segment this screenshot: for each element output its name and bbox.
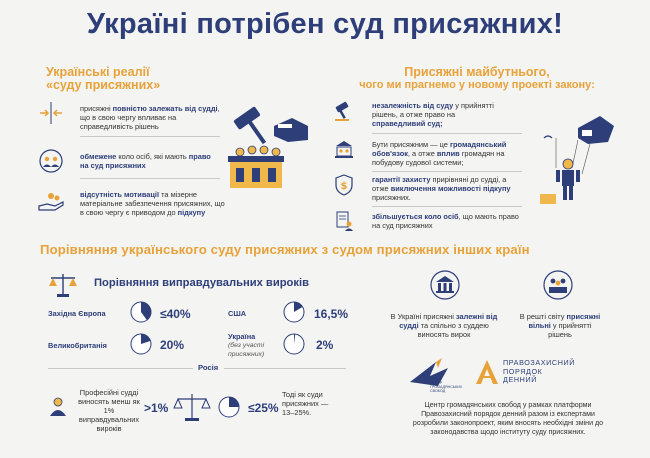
- scales-icon: [172, 392, 212, 422]
- country-western-europe: Західна Європа: [48, 309, 106, 318]
- russia-value-1: >1%: [144, 401, 169, 415]
- hrad-logo-text: ПРАВОЗАХИСНИЙ ПОРЯДОК ДЕННИЙ: [503, 358, 576, 384]
- right-section-heading: [332, 66, 622, 92]
- squeeze-arrows-icon: [38, 100, 64, 126]
- russia-value-2: ≤25%: [248, 401, 279, 415]
- world-jury-box: В решті світу присяжні вільні у прийнятті рішень: [519, 312, 601, 339]
- divider: [48, 368, 193, 369]
- value-great-britain: 20%: [160, 338, 185, 352]
- right-item-1: незалежність від суду у прийнятті рішень, а отже право на справедливий суд;: [372, 101, 494, 128]
- gavel-icon: [333, 100, 353, 122]
- puppet-hand-illustration: [538, 108, 618, 218]
- civil-liberties-logo-text: ЦЕНТР ГРОМАДЯНСЬКИХ СВОБОД: [430, 381, 463, 393]
- value-ukraine: 2%: [316, 338, 334, 352]
- divider: [80, 136, 220, 137]
- russia-label: Росія: [198, 363, 219, 372]
- right-item-4: збільшується коло осіб, що мають право на суд присяжних: [372, 212, 519, 230]
- page-title: Україні потрібен суд присяжних!: [86, 8, 564, 40]
- right-heading-line1: Присяжні майбутнього,: [404, 65, 550, 79]
- left-item-2: обмежене коло осіб, які мають право на суд присяжних: [80, 152, 211, 170]
- right-heading-line2: чого ми прагнемо у новому проекті закону:: [359, 79, 595, 91]
- left-item-1: присяжні повністю залежать від судді, що в свою чергу впливає на справедливість рішень: [80, 104, 220, 131]
- people-circle-icon: [38, 148, 64, 174]
- left-item-3: відсутність мотивації та мізерне матеріальне забезпечення присяжних, що в свою чергу є приводом до підкупу: [80, 190, 225, 217]
- russia-text-2: Тоді як суди присяжних — 13–25%.: [282, 390, 329, 417]
- left-heading-line1: Українські реалії: [46, 65, 150, 79]
- pie-great-britain: [130, 333, 152, 355]
- value-usa: 16,5%: [314, 307, 349, 321]
- svg-text:$: $: [340, 181, 348, 192]
- divider: [80, 178, 220, 179]
- russia-text-1: Професійні судді виносять менш як 1% виправдувальних вироків: [78, 388, 140, 433]
- shield-dollar-icon: [334, 174, 354, 196]
- left-heading-line2: «суду присяжних»: [46, 78, 161, 92]
- pie-slice: [229, 397, 239, 407]
- divider: [372, 171, 522, 172]
- right-item-2: Бути присяжним — це громадянський обов'язок, а отже вплив громадян на побудову судової системи;: [372, 140, 507, 167]
- court-building-icon: [430, 270, 460, 302]
- country-usa: США: [228, 309, 247, 318]
- comparison-heading: Порівняння українського суду присяжних з судом присяжних інших країн: [40, 242, 530, 257]
- left-section-heading: [46, 66, 246, 92]
- hrad-logo: [474, 358, 500, 386]
- scales-icon: [48, 272, 78, 298]
- pie-russia-jury: [218, 396, 240, 418]
- document-person-icon: [334, 210, 354, 232]
- judge-icon: [48, 396, 68, 418]
- people-group-icon: [543, 270, 573, 302]
- country-great-britain: Великобританія: [48, 341, 107, 350]
- divider: [372, 133, 522, 134]
- hand-coins-icon: [37, 190, 65, 214]
- ukraine-jury-box: В Україні присяжні залежні від судді та спільно з суддею виносять вирок: [390, 312, 498, 339]
- country-ukraine: Україна (без участі присяжних): [228, 332, 265, 358]
- footer-text: Центр громадянських свобод у рамках платформи Правозахисний порядок денний разом із експертами розробили законопроект, яким вносять необхідні зміни до законодавства щодо інституту суду присяжних.: [412, 401, 604, 436]
- value-western-europe: ≤40%: [160, 307, 191, 321]
- divider: [224, 368, 346, 369]
- pie-western-europe: [130, 301, 152, 323]
- pie-ukraine: [283, 333, 305, 355]
- comparison-subheading: Порівняння виправдувальних вироків: [94, 277, 309, 289]
- pie-usa: [283, 301, 305, 323]
- divider: [372, 206, 522, 207]
- right-item-3: гарантії захисту прирівняні до судді, а отже виключення можливості підкупу присяжних.: [372, 175, 511, 202]
- gavel-hand-jury-illustration: [222, 100, 312, 192]
- citizens-building-icon: [333, 138, 355, 160]
